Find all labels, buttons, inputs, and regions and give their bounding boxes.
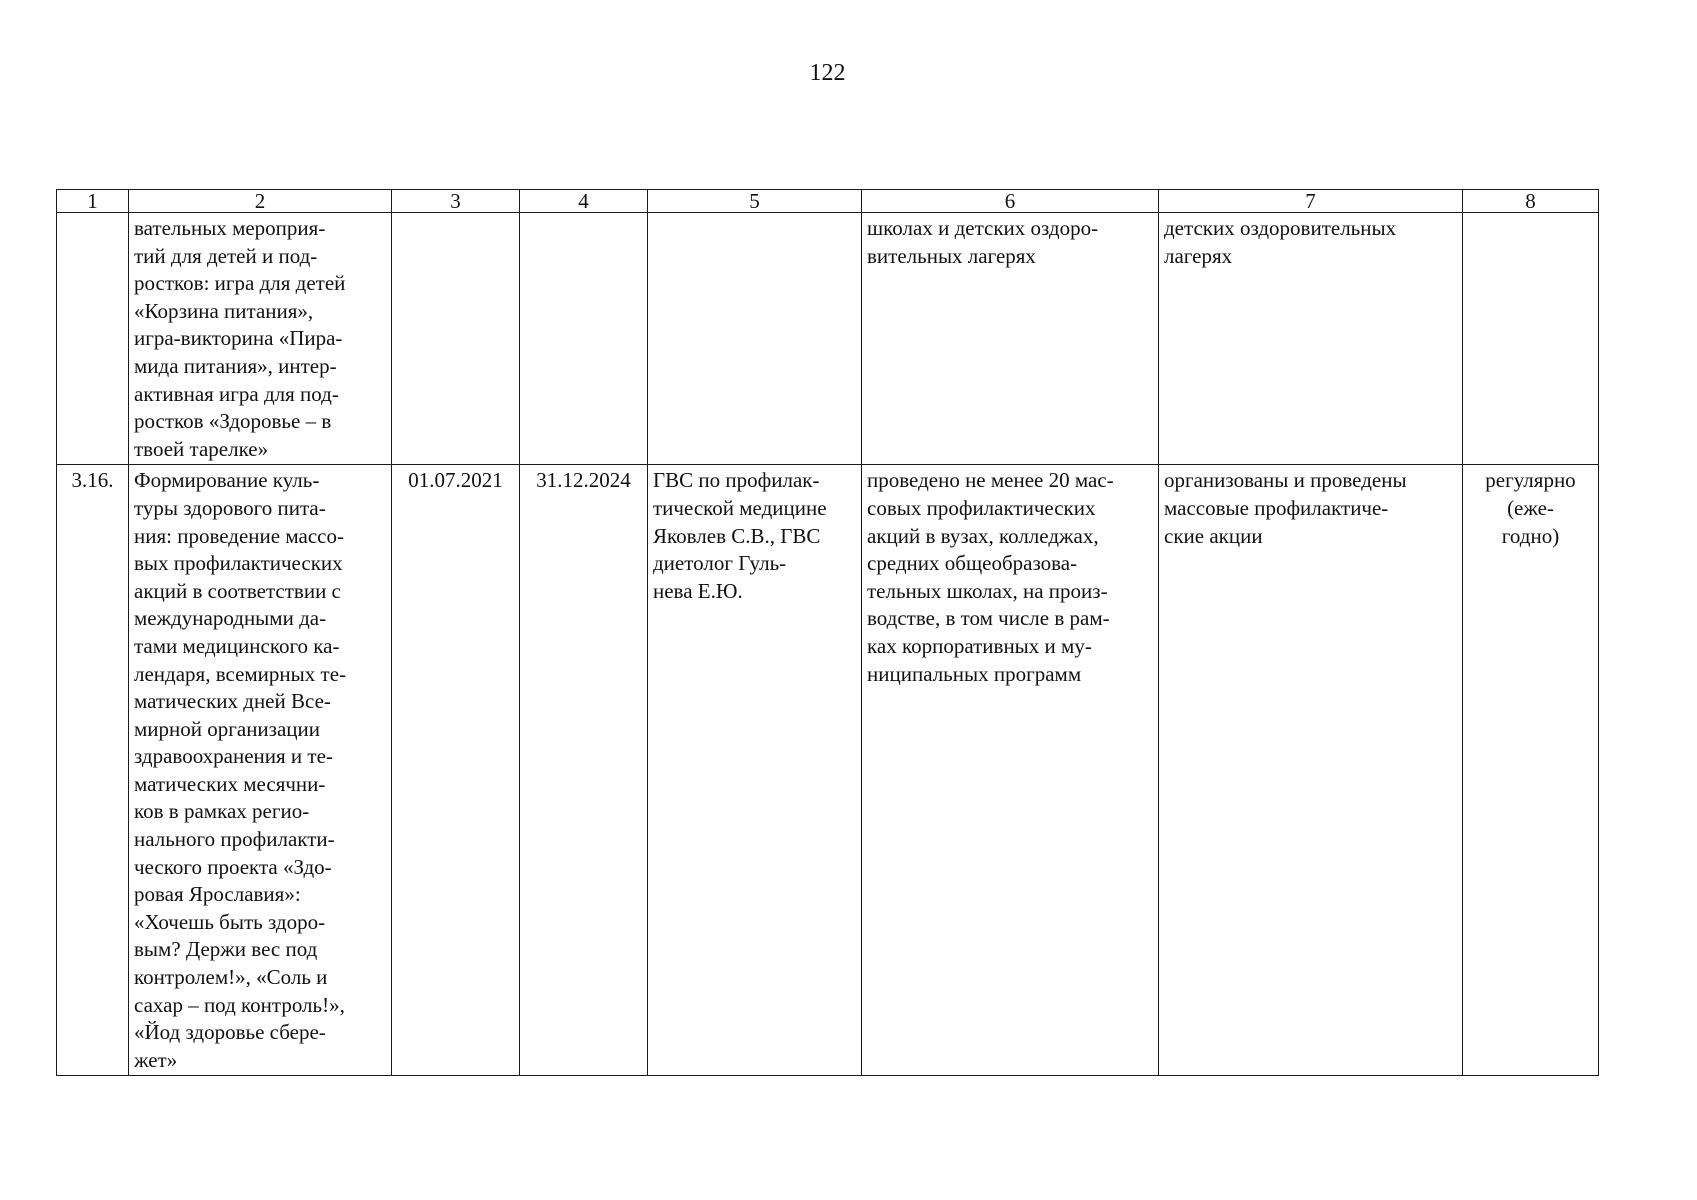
expected-result-cell (862, 213, 1159, 465)
expected-result: школах и детских оздоро- вительных лагерях (867, 216, 1099, 268)
item-number-cell (57, 465, 129, 1076)
start-date-cell (392, 465, 520, 1076)
end-date-cell (520, 213, 648, 465)
frequency-cell (1463, 465, 1599, 1076)
column-number-5: 5 (648, 190, 862, 213)
column-number-3: 3 (392, 190, 520, 213)
column-number-row (57, 190, 1599, 213)
table-row-3-16 (57, 465, 1599, 1076)
responsible-cell (648, 213, 862, 465)
start-date-cell (392, 213, 520, 465)
item-number: 3.16. (71, 468, 114, 493)
end-date-cell (520, 465, 648, 1076)
page-number: 122 (809, 60, 846, 86)
control-indicator-cell (1159, 213, 1463, 465)
column-number-7: 7 (1159, 190, 1463, 213)
responsible: ГВС по профилак- тической медицине Яковлев С.В., ГВС диетолог Гуль- нева Е.Ю. (653, 468, 827, 603)
column-number-8: 8 (1463, 190, 1599, 213)
frequency-cell (1463, 213, 1599, 465)
activity-name-cell (129, 213, 392, 465)
table-row-continuation (57, 213, 1599, 465)
control-indicator: детских оздоровительных лагерях (1164, 216, 1397, 268)
column-number-4: 4 (520, 190, 648, 213)
responsible-cell (648, 465, 862, 1076)
expected-result-cell (862, 465, 1159, 1076)
control-indicator: организованы и проведены массовые профилактиче- ские акции (1164, 468, 1407, 548)
start-date: 01.07.2021 (408, 468, 503, 493)
column-number-1: 1 (57, 190, 129, 213)
activity-name: вательных мероприя- тий для детей и под- ростков: игра для детей «Корзина питания», игра-викторина «Пира- мида питания», интер- активная игра для под- ростков «Здоровье – в твоей тарелке» (134, 216, 346, 461)
activity-name-cell (129, 465, 392, 1076)
item-number-cell (57, 213, 129, 465)
column-number-6: 6 (862, 190, 1159, 213)
frequency: регулярно (еже- годно) (1485, 468, 1576, 548)
end-date: 31.12.2024 (536, 468, 631, 493)
column-number-2: 2 (129, 190, 392, 213)
activity-name: Формирование куль- туры здорового пита- ния: проведение массо- вых профилактических акций в соответствии с международными да- тами медицинского ка- лендаря, всемирных те- матических дней Все- мирной организации здравоохранения и те- матических месячни- ков в рамках регио- нального профилакти- ческого проекта «Здо- ровая Ярославия»: «Хочешь быть здоро- вым? Держи вес под контролем!», «Соль и сахар – под контроль!», «Йод здоровье сбере- жет» (134, 468, 347, 1072)
control-indicator-cell (1159, 465, 1463, 1076)
plan-table (56, 189, 1599, 1076)
expected-result: проведено не менее 20 мас- совых профилактических акций в вузах, колледжах, средних общеобразова- тельных школах, на произ- водстве, в том числе в рам- ках корпоративных и му- ниципальных программ (867, 468, 1114, 686)
